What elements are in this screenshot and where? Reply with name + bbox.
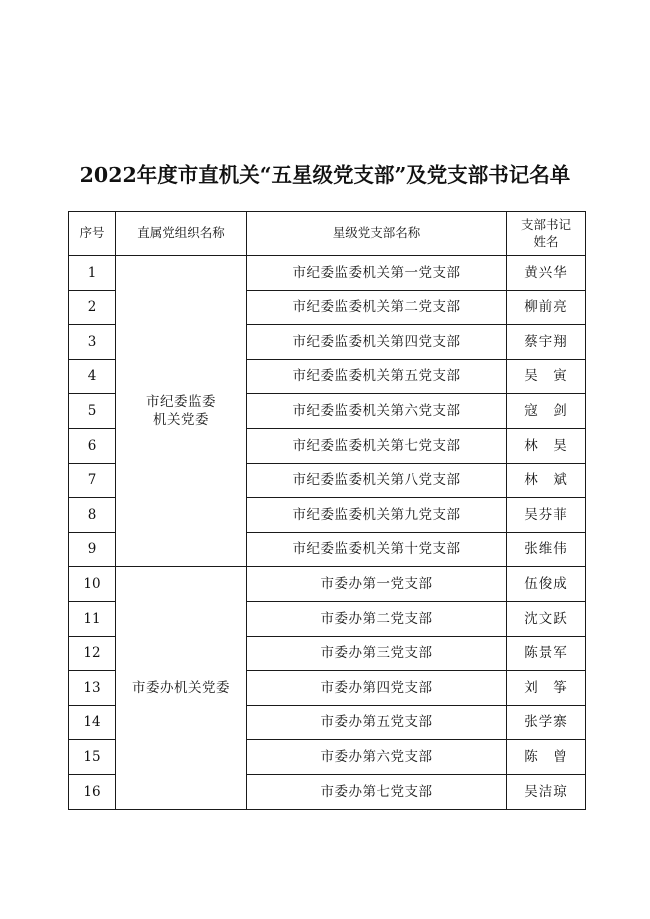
- secretary-roster-table: [68, 211, 586, 810]
- row-number: 12: [69, 636, 116, 671]
- branch-name: 市纪委监委机关第八党支部: [247, 463, 507, 498]
- branch-name: 市委办第一党支部: [247, 567, 507, 602]
- secretary-name: 吴洁琼: [507, 774, 586, 809]
- branch-name: 市纪委监委机关第五党支部: [247, 359, 507, 394]
- branch-name: 市纪委监委机关第二党支部: [247, 290, 507, 325]
- row-number: 2: [69, 290, 116, 325]
- row-number: 3: [69, 325, 116, 360]
- branch-name: 市纪委监委机关第七党支部: [247, 428, 507, 463]
- org-name-line2: 机关党委: [153, 412, 209, 429]
- header-secretary: [507, 212, 586, 256]
- secretary-name: 柳前亮: [507, 290, 586, 325]
- secretary-name: 黄兴华: [507, 256, 586, 291]
- row-number: 9: [69, 532, 116, 567]
- org-cell-jiwei: [116, 256, 247, 567]
- header-org: 直属党组织名称: [116, 212, 247, 256]
- row-number: 14: [69, 705, 116, 740]
- secretary-name: 刘 筝: [507, 671, 586, 706]
- branch-name: 市纪委监委机关第九党支部: [247, 498, 507, 533]
- secretary-name: 陈 曾: [507, 740, 586, 775]
- table-row: [69, 256, 586, 291]
- header-no: 序号: [69, 212, 116, 256]
- branch-name: 市纪委监委机关第四党支部: [247, 325, 507, 360]
- row-number: 5: [69, 394, 116, 429]
- secretary-name: 陈景军: [507, 636, 586, 671]
- branch-name: 市委办第二党支部: [247, 601, 507, 636]
- branch-name: 市委办第六党支部: [247, 740, 507, 775]
- row-number: 13: [69, 671, 116, 706]
- row-number: 11: [69, 601, 116, 636]
- header-branch: 星级党支部名称: [247, 212, 507, 256]
- secretary-name: 吴芬菲: [507, 498, 586, 533]
- org-name-line1: 市纪委监委: [146, 393, 216, 410]
- row-number: 16: [69, 774, 116, 809]
- branch-name: 市委办第五党支部: [247, 705, 507, 740]
- secretary-name: 沈文跃: [507, 601, 586, 636]
- header-secretary-line1: 支部书记: [520, 216, 571, 232]
- secretary-name: 伍俊成: [507, 567, 586, 602]
- branch-name: 市委办第七党支部: [247, 774, 507, 809]
- row-number: 1: [69, 256, 116, 291]
- table-row: [69, 567, 586, 602]
- row-number: 4: [69, 359, 116, 394]
- org-name-line1: 市委办机关党委: [132, 679, 230, 696]
- branch-name: 市纪委监委机关第一党支部: [247, 256, 507, 291]
- row-number: 7: [69, 463, 116, 498]
- header-secretary-line2: 姓名: [533, 233, 559, 249]
- row-number: 8: [69, 498, 116, 533]
- page-title: 2022年度市直机关“五星级党支部”及党支部书记名单: [79, 163, 571, 187]
- secretary-name: 林 斌: [507, 463, 586, 498]
- branch-name: 市纪委监委机关第十党支部: [247, 532, 507, 567]
- secretary-name: 蔡宇翔: [507, 325, 586, 360]
- branch-name: 市委办第三党支部: [247, 636, 507, 671]
- branch-name: 市委办第四党支部: [247, 671, 507, 706]
- secretary-name: 林 昊: [507, 428, 586, 463]
- secretary-name: 寇 剑: [507, 394, 586, 429]
- secretary-name: 张维伟: [507, 532, 586, 567]
- row-number: 6: [69, 428, 116, 463]
- row-number: 10: [69, 567, 116, 602]
- secretary-name: 张学寨: [507, 705, 586, 740]
- branch-name: 市纪委监委机关第六党支部: [247, 394, 507, 429]
- table-header-row: [69, 212, 586, 256]
- secretary-name: 吴 寅: [507, 359, 586, 394]
- org-cell-shiweiban: [116, 567, 247, 809]
- row-number: 15: [69, 740, 116, 775]
